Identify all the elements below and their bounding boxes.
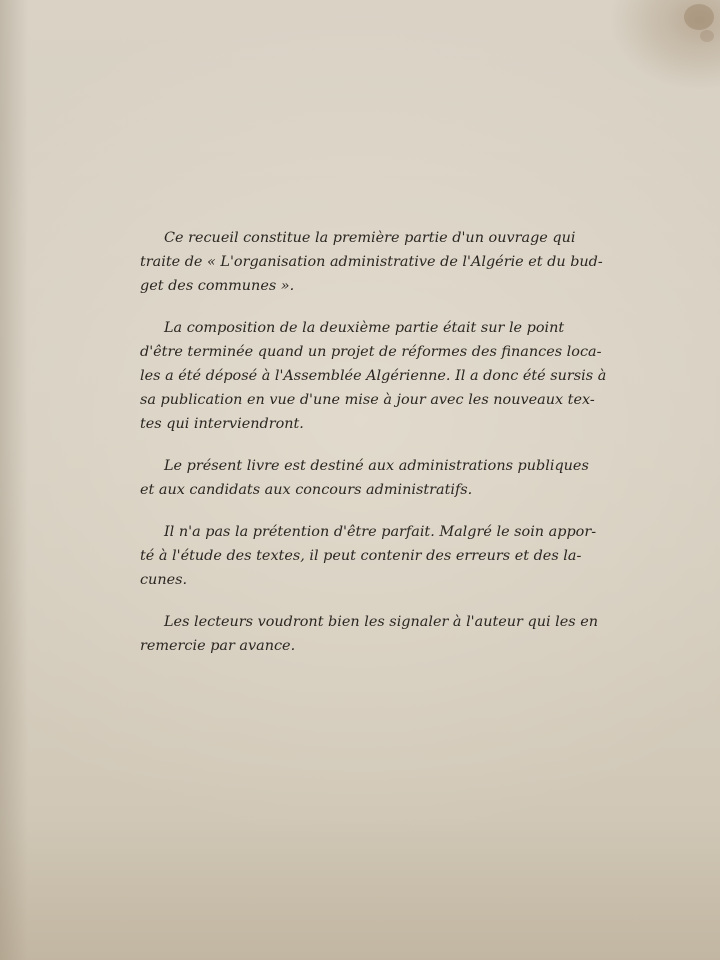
preface-text bbox=[140, 226, 620, 676]
text-line: Ce recueil constitue la première partie d'un ouvrage qui bbox=[164, 230, 576, 246]
paper-stain bbox=[700, 30, 714, 42]
text-line: Le présent livre est destiné aux administrations publiques bbox=[164, 458, 589, 474]
text-line: remercie par avance. bbox=[140, 638, 296, 654]
text-line: Il n'a pas la prétention d'être parfait. Malgré le soin appor- bbox=[164, 524, 597, 540]
text-line: tes qui interviendront. bbox=[140, 416, 304, 432]
paragraph-5 bbox=[140, 610, 620, 658]
text-line: té à l'étude des textes, il peut contenir des erreurs et des la- bbox=[140, 548, 582, 564]
paragraph-2 bbox=[140, 316, 620, 436]
paragraph-4 bbox=[140, 520, 620, 592]
text-line: d'être terminée quand un projet de réformes des finances loca- bbox=[140, 344, 602, 360]
text-line: get des communes ». bbox=[140, 278, 295, 294]
text-line: et aux candidats aux concours administratifs. bbox=[140, 482, 473, 498]
paragraph-1 bbox=[140, 226, 620, 298]
paragraph-3 bbox=[140, 454, 620, 502]
text-line: Les lecteurs voudront bien les signaler à l'auteur qui les en bbox=[164, 614, 599, 630]
text-line: cunes. bbox=[140, 572, 188, 588]
text-line: La composition de la deuxième partie était sur le point bbox=[164, 320, 565, 336]
text-line: sa publication en vue d'une mise à jour avec les nouveaux tex- bbox=[140, 392, 595, 408]
paper-stain bbox=[684, 4, 714, 30]
text-line: les a été déposé à l'Assemblée Algérienne. Il a donc été sursis à bbox=[140, 368, 607, 384]
text-line: traite de « L'organisation administrative de l'Algérie et du bud- bbox=[140, 254, 603, 270]
